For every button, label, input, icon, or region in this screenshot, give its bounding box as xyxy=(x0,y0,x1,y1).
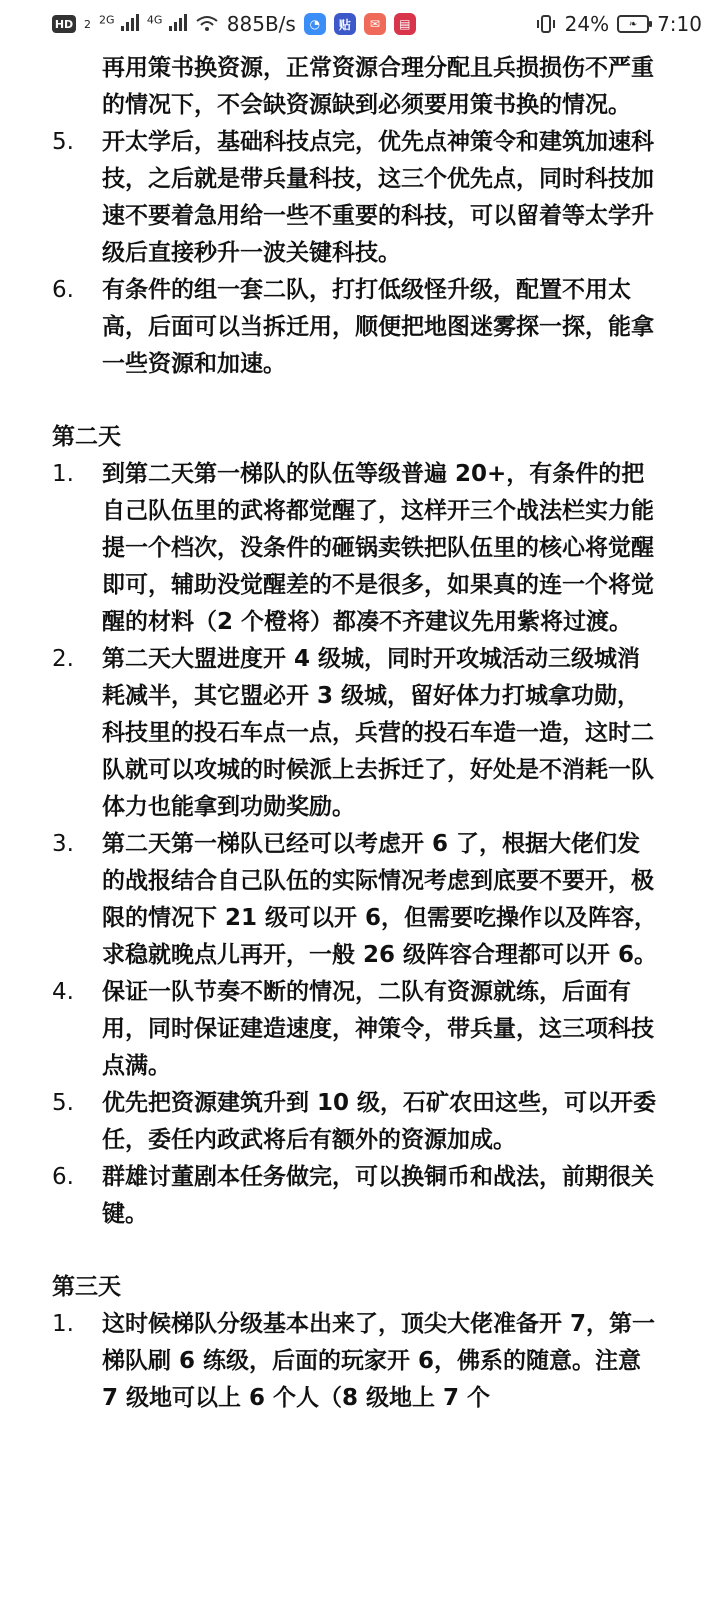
status-bar xyxy=(0,0,720,48)
list-item: 5. 开太学后，基础科技点完，优先点神策令和建筑加速科技，之后就是带兵量科技，这三个优先点，同时科技加速不要着急用给一些不重要的科技，可以留着等太学升级后直接秒升一波关键科技。 xyxy=(52,129,654,266)
list-item: 3. 第二天第一梯队已经可以考虑开 6 了，根据大佬们发的战报结合自己队伍的实际情况考虑到底要不要开，极限的情况下 21 级可以开 6，但需要吃操作以及阵容，求稳就晚点儿再开，一般 26 级阵容合理都可以开 6。 xyxy=(52,831,658,968)
list-item: 5. 优先把资源建筑升到 10 级，石矿农田这些，可以开委任，委任内政武将后有额外的资源加成。 xyxy=(52,1090,657,1153)
signal-4g-icon: 4G xyxy=(147,12,187,36)
mail-app-icon: ✉ xyxy=(364,13,386,35)
hd-sub: 2 xyxy=(84,17,91,31)
list-item: 1. 这时候梯队分级基本出来了，顶尖大佬准备开 7，第一梯队刷 6 练级，后面的玩家开 6，佛系的随意。注意 7 级地可以上 6 个人（8 级地上 7 个 xyxy=(52,1311,656,1411)
day3-heading: 第三天 xyxy=(52,1274,121,1300)
clock: 7:10 xyxy=(657,12,702,36)
list-item: 2. 第二天大盟进度开 4 级城，同时开攻城活动三级城消耗减半，其它盟必开 3 级城，留好体力打城拿功勋，科技里的投石车点一点，兵营的投石车造一造，这时二队就可以攻城的时候派上去拆迁了，好处是不消耗一队体力也能拿到功勋奖励。 xyxy=(52,646,654,820)
network-speed: 885B/s xyxy=(226,12,296,36)
vibrate-icon xyxy=(535,14,557,34)
battery-percent: 24% xyxy=(564,12,610,36)
battery-icon: ❧ xyxy=(617,15,649,33)
reader-app-icon: ▤ xyxy=(394,13,416,35)
day3-list xyxy=(52,1306,660,1417)
list-item: 4. 保证一队节奏不断的情况，二队有资源就练，后面有用，同时保证建造速度，神策令，带兵量，这三项科技点满。 xyxy=(52,979,654,1079)
status-left xyxy=(52,12,416,36)
day2-heading: 第二天 xyxy=(52,424,121,450)
list-item: 1. 到第二天第一梯队的队伍等级普遍 20+，有条件的把自己队伍里的武将都觉醒了，这样开三个战法栏实力能提一个档次，没条件的砸锅卖铁把队伍里的核心将觉醒即可，辅助没觉醒差的不是很多，如果真的连一个将觉醒的材料（2 个橙将）都凑不齐建议先用紫将过渡。 xyxy=(52,461,654,635)
list-item: 6. 群雄讨董剧本任务做完，可以换铜币和战法，前期很关键。 xyxy=(52,1164,654,1227)
browser-app-icon: ◔ xyxy=(304,13,326,35)
signal-2g-icon: 2G xyxy=(99,12,139,36)
status-right xyxy=(535,12,702,36)
tieba-app-icon: 贴 xyxy=(334,13,356,35)
intro-continuation: 再用策书换资源，正常资源合理分配且兵损损伤不严重的情况下，不会缺资源缺到必须要用策书换的情况。 xyxy=(102,55,654,118)
hd-icon: HD xyxy=(52,15,76,33)
wifi-icon xyxy=(195,15,219,33)
list-item: 6. 有条件的组一套二队，打打低级怪升级，配置不用太高，后面可以当拆迁用，顺便把地图迷雾探一探，能拿一些资源和加速。 xyxy=(52,277,654,377)
day1-list xyxy=(52,124,660,383)
day2-list xyxy=(52,456,660,1233)
